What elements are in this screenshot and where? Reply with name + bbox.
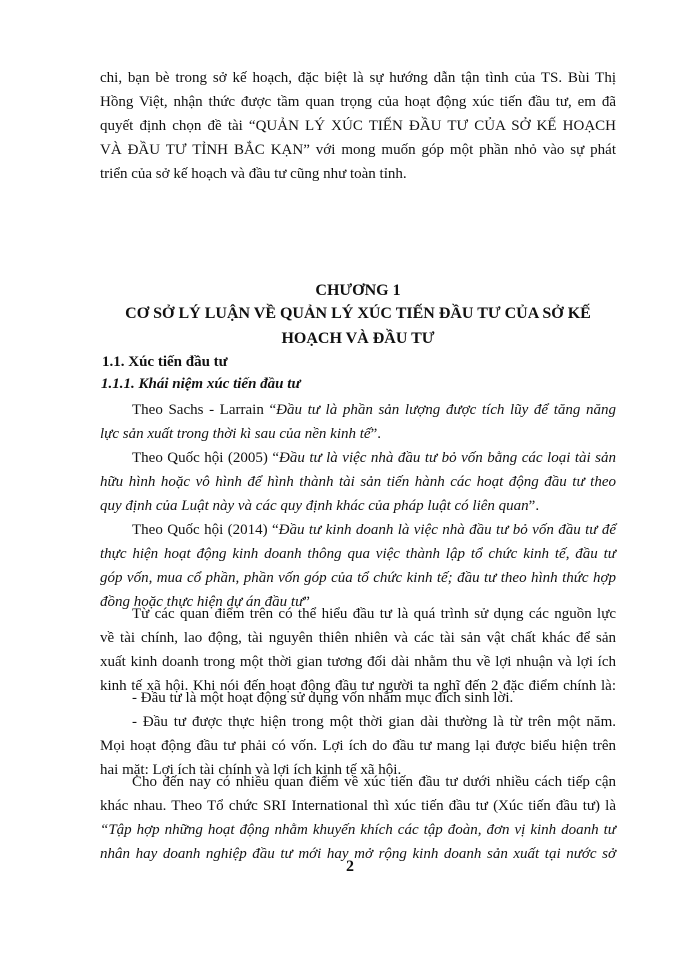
text-line: VÀ ĐẦU TƯ TỈNH BẮC KẠN” với mong muốn góp một phần nhỏ vào sự phát: [100, 142, 616, 158]
text-run: ”.: [528, 498, 540, 514]
text-line: [100, 818, 616, 842]
text-line: [100, 398, 616, 422]
chapter-title-line-1: CƠ SỞ LÝ LUẬN VỀ QUẢN LÝ XÚC TIẾN ĐẦU TƯ CỦA SỞ KẾ: [125, 305, 591, 322]
paragraph-sachs: [100, 398, 616, 446]
text-line: Cho đến nay có nhiều quan điểm về xúc tiến đầu tư dưới nhiều cách tiếp cận: [132, 774, 616, 790]
text-line: Mọi hoạt động đầu tư phải có vốn. Lợi ích do đầu tư mang lại được biểu hiện trên: [100, 738, 616, 754]
text-run: ”: [303, 594, 310, 610]
text-line: nhân hay doanh nghiệp đầu tư mới hay mở rộng kinh doanh sản xuất tại nước sở: [100, 846, 616, 862]
text-line: - Đầu tư được thực hiện trong một thời gian dài thường là từ trên một năm.: [132, 714, 616, 730]
text-run: Theo Quốc hội (2014) “: [132, 522, 279, 538]
chapter-title-line-2: HOẠCH VÀ ĐẦU TƯ: [281, 330, 435, 347]
text-line: triển của sở kế hoạch và đầu tư cũng như toàn tỉnh.: [100, 166, 407, 182]
text-line: thực hiện hoạt động kinh doanh thông qua việc thành lập tổ chức kinh tế, đầu tư: [100, 546, 616, 562]
text-line: quyết định chọn đề tài “QUẢN LÝ XÚC TIẾN ĐẦU TƯ CỦA SỞ KẾ HOẠCH: [100, 118, 616, 134]
section-heading: 1.1. Xúc tiến đầu tư: [102, 354, 228, 370]
page-number: 2: [346, 858, 354, 875]
bullet-1: [100, 686, 616, 710]
intro-paragraph: [100, 66, 616, 186]
text-line: góp vốn, mua cổ phần, phần vốn góp của tổ chức kinh tế; đầu tư theo hình thức hợp: [100, 570, 616, 586]
text-run: ”.: [370, 426, 382, 442]
chapter-number: CHƯƠNG 1: [315, 282, 401, 299]
paragraph-definition: [100, 602, 616, 698]
text-line: chi, bạn bè trong sở kế hoạch, đặc biệt là sự hướng dẫn tận tình của TS. Bùi Thị: [100, 70, 616, 86]
text-line: hữu hình hoặc vô hình để hình thành tài sản tiến hành các hoạt động đầu tư theo: [100, 474, 616, 490]
text-line: kinh tế xã hội. Khi nói đến hoạt động đầu tư người ta nghĩ đến 2 đặc điểm chính là:: [100, 678, 616, 694]
quote-run: quy định của Luật này và các quy định khác của pháp luật có liên quan: [100, 498, 529, 514]
text-line: khác nhau. Theo Tổ chức SRI International thì xúc tiến đầu tư (Xúc tiến đầu tư) là: [100, 798, 616, 814]
paragraph-sri: [100, 770, 616, 866]
quote-run: Đầu tư là việc nhà đầu tư bỏ vốn bằng các loại tài sản: [279, 450, 616, 466]
text-line: Từ các quan điểm trên có thể hiểu đầu tư là quá trình sử dụng các nguồn lực: [132, 606, 616, 622]
quote-run: Tập hợp những hoạt động nhằm khuyến khích các tập đoàn, đơn vị kinh doanh tư: [108, 822, 616, 838]
quote-run: lực sản xuất trong thời kì sau của nền kinh tế: [100, 426, 371, 442]
text-line: [100, 422, 616, 446]
text-line: về tài chính, lao động, tài nguyên thiên nhiên và các tài sản vật chất khác để sản: [100, 630, 616, 646]
text-line: [100, 446, 616, 470]
paragraph-quochoi-2014: [100, 518, 616, 614]
text-line: - Đầu tư là một hoạt động sử dụng vốn nhằm mục đích sinh lời.: [132, 690, 514, 706]
text-line: [100, 518, 616, 542]
quote-run: đồng hoặc thực hiện dự án đầu tư: [100, 594, 304, 610]
text-run: “: [100, 822, 109, 838]
subsection-heading: 1.1.1. Khái niệm xúc tiến đầu tư: [101, 376, 301, 392]
quote-run: Đầu tư là phần sản lượng được tích lũy để tăng năng: [276, 402, 617, 418]
text-line: xuất kinh doanh trong một thời gian tương đối dài nhằm thu về lợi nhuận và lợi ích: [100, 654, 616, 670]
text-line: Hồng Việt, nhận thức được tầm quan trọng của hoạt động xúc tiến đầu tư, em đã: [100, 94, 616, 110]
text-run: Theo Sachs - Larrain “: [132, 402, 277, 418]
text-run: Theo Quốc hội (2005) “: [132, 450, 280, 466]
quote-run: Đầu tư kinh doanh là việc nhà đầu tư bỏ vốn đầu tư để: [278, 522, 616, 538]
text-line: [100, 494, 616, 518]
text-line: hai mặt: Lợi ích tài chính và lợi ích kinh tế xã hội.: [100, 762, 402, 778]
paragraph-quochoi-2005: [100, 446, 616, 518]
